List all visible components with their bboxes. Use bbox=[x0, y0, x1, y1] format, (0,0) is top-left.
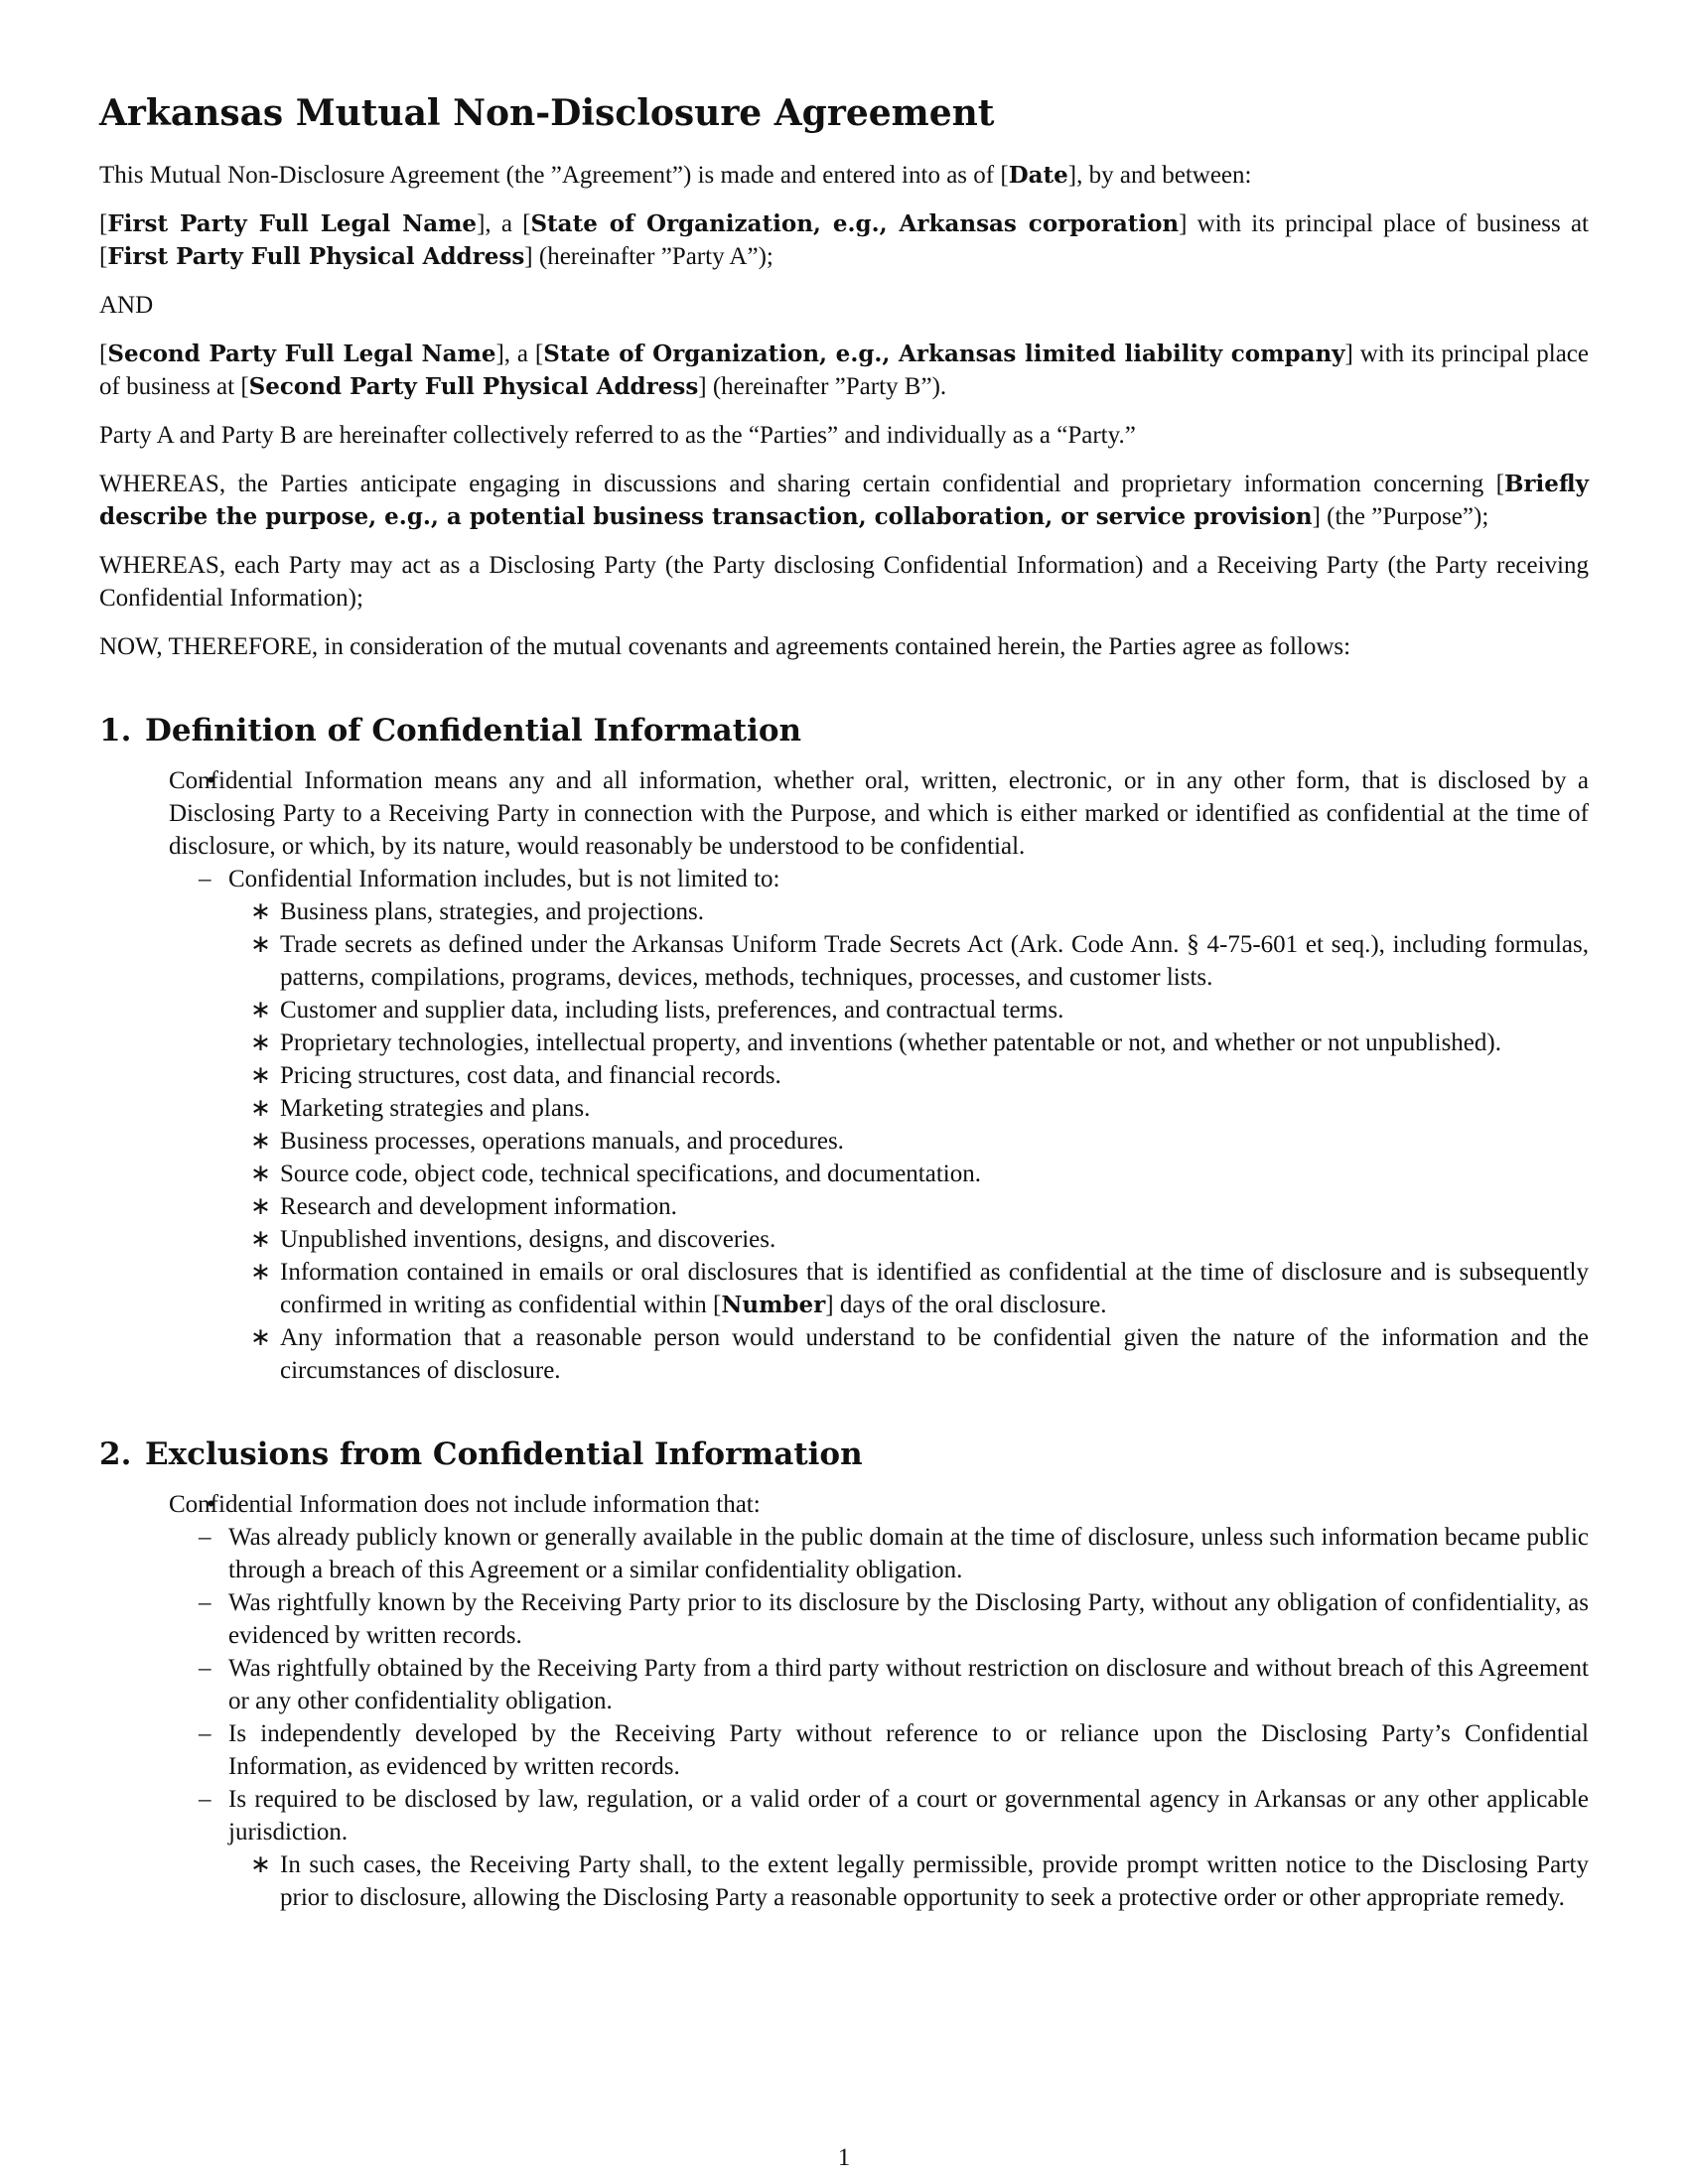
party-b-paragraph bbox=[99, 338, 1589, 403]
date-placeholder: Date bbox=[1008, 162, 1068, 189]
list-item bbox=[169, 764, 1589, 1387]
list-item: ∗ Business processes, operations manuals, and procedures. bbox=[280, 1125, 1589, 1158]
text: This Mutual Non-Disclosure Agreement (the ”Agreement”) is made and entered into as of [ bbox=[99, 162, 1009, 189]
text: ] with its principal place of business at [ bbox=[99, 341, 1589, 400]
section-title: Definition of Confidential Information bbox=[145, 713, 802, 749]
list-item: – Was rightfully known by the Receiving Party prior to its disclosure by the Disclosing Party, without any obligation of confidentiality, as evidenced by written records. bbox=[228, 1586, 1589, 1652]
party-a-name-placeholder: First Party Full Legal Name bbox=[107, 210, 478, 237]
text: Confidential Information does not include information that: bbox=[169, 1491, 761, 1518]
text: Information contained in emails or oral disclosures that is identified as confidential at the time of disclosure and is subsequently confirmed in writing as confidential within [ bbox=[280, 1259, 1589, 1318]
list-item: ∗ Unpublished inventions, designs, and discoveries. bbox=[280, 1223, 1589, 1256]
text: ] (hereinafter ”Party B”). bbox=[698, 373, 947, 400]
list-item bbox=[228, 863, 1589, 1387]
list-item: ∗ Proprietary technologies, intellectual property, and inventions (whether patentable or not, and whether or not unpublished). bbox=[280, 1026, 1589, 1059]
text: ] (hereinafter ”Party A”); bbox=[524, 243, 774, 270]
document-page bbox=[99, 91, 1589, 1914]
party-a-paragraph bbox=[99, 207, 1589, 273]
party-a-address-placeholder: First Party Full Physical Address bbox=[107, 243, 525, 270]
list-item: ∗ Trade secrets as defined under the Arkansas Uniform Trade Secrets Act (Ark. Code Ann. § 4-75-601 et seq.), including formulas, patterns, compilations, programs, devices, methods, techniques, processes, and customer lists. bbox=[280, 928, 1589, 994]
section-1-list bbox=[99, 764, 1589, 1387]
text: [ bbox=[99, 210, 108, 237]
list-item bbox=[228, 1783, 1589, 1914]
text: Confidential Information means any and all information, whether oral, written, electronic, or in any other form, that is disclosed by a Disclosing Party to a Receiving Party in connection with the Purpose, and which is either marked or identified as confidential at the time of disclosure, or which, by its nature, would reasonably be understood to be confidential. bbox=[169, 767, 1589, 860]
list-item: ∗ In such cases, the Receiving Party shall, to the extent legally permissible, provide prompt written notice to the Disclosing Party prior to disclosure, allowing the Disclosing Party a reasonable opportunity to seek a protective order or other appropriate remedy. bbox=[280, 1848, 1589, 1914]
section-2-heading bbox=[99, 1434, 1589, 1474]
whereas-purpose-paragraph bbox=[99, 468, 1589, 533]
text: ] with its principal place of business at [ bbox=[99, 210, 1589, 270]
text: [ bbox=[99, 341, 108, 367]
list-item bbox=[169, 1488, 1589, 1914]
party-b-name-placeholder: Second Party Full Legal Name bbox=[107, 341, 496, 367]
party-b-state-placeholder: State of Organization, e.g., Arkansas limited liability company bbox=[543, 341, 1345, 367]
subsublist bbox=[228, 1848, 1589, 1914]
whereas-roles-paragraph: WHEREAS, each Party may act as a Disclosing Party (the Party disclosing Confidential Information) and a Receiving Party (the Party receiving Confidential Information); bbox=[99, 552, 1589, 612]
text: ], a [ bbox=[495, 341, 544, 367]
purpose-placeholder: Briefly describe the purpose, e.g., a potential business transaction, collaboration, or service provision bbox=[99, 471, 1589, 530]
section-2-list bbox=[99, 1488, 1589, 1914]
list-item: ∗ Customer and supplier data, including lists, preferences, and contractual terms. bbox=[280, 994, 1589, 1026]
section-1-heading bbox=[99, 711, 1589, 751]
list-item: ∗ Research and development information. bbox=[280, 1190, 1589, 1223]
text: WHEREAS, the Parties anticipate engaging in discussions and sharing certain confidential and proprietary information concerning [ bbox=[99, 471, 1504, 497]
list-item: ∗ Any information that a reasonable person would understand to be confidential given the nature of the information and the circumstances of disclosure. bbox=[280, 1321, 1589, 1387]
section-number: 2. bbox=[99, 1436, 132, 1472]
sublist bbox=[169, 1521, 1589, 1914]
list-item: ∗ Marketing strategies and plans. bbox=[280, 1092, 1589, 1125]
number-placeholder: Number bbox=[721, 1292, 826, 1318]
list-item bbox=[280, 1256, 1589, 1321]
document-title: Arkansas Mutual Non-Disclosure Agreement bbox=[99, 92, 995, 134]
list-item: – Is independently developed by the Receiving Party without reference to or reliance upon the Disclosing Party’s Confidential Information, as evidenced by written records. bbox=[228, 1717, 1589, 1783]
subsublist bbox=[228, 895, 1589, 1387]
text: ] (the ”Purpose”); bbox=[1312, 503, 1489, 530]
parties-paragraph: Party A and Party B are hereinafter collectively referred to as the “Parties” and individually as a “Party.” bbox=[99, 422, 1136, 449]
list-item: ∗ Pricing structures, cost data, and financial records. bbox=[280, 1059, 1589, 1092]
page-number: 1 bbox=[837, 2144, 851, 2171]
party-b-address-placeholder: Second Party Full Physical Address bbox=[248, 373, 699, 400]
intro-paragraph bbox=[99, 159, 1589, 192]
party-a-state-placeholder: State of Organization, e.g., Arkansas corporation bbox=[530, 210, 1180, 237]
section-title: Exclusions from Confidential Information bbox=[145, 1436, 863, 1472]
sublist bbox=[169, 863, 1589, 1387]
text: ] days of the oral disclosure. bbox=[825, 1292, 1107, 1318]
list-item: ∗ Business plans, strategies, and projections. bbox=[280, 895, 1589, 928]
text: ], a [ bbox=[477, 210, 531, 237]
list-item: ∗ Source code, object code, technical specifications, and documentation. bbox=[280, 1158, 1589, 1190]
list-item: – Was already publicly known or generally available in the public domain at the time of disclosure, unless such information became public through a breach of this Agreement or a similar confidentiality obligation. bbox=[228, 1521, 1589, 1586]
text: ], by and between: bbox=[1067, 162, 1252, 189]
section-number: 1. bbox=[99, 713, 132, 749]
list-item: – Was rightfully obtained by the Receiving Party from a third party without restriction on disclosure and without breach of this Agreement or any other confidentiality obligation. bbox=[228, 1652, 1589, 1717]
text: Is required to be disclosed by law, regulation, or a valid order of a court or governmental agency in Arkansas or any other applicable jurisdiction. bbox=[228, 1786, 1589, 1845]
text: Confidential Information includes, but is not limited to: bbox=[228, 866, 780, 892]
and-paragraph: AND bbox=[99, 292, 154, 319]
now-therefore-paragraph: NOW, THEREFORE, in consideration of the mutual covenants and agreements contained herein, the Parties agree as follows: bbox=[99, 633, 1351, 660]
